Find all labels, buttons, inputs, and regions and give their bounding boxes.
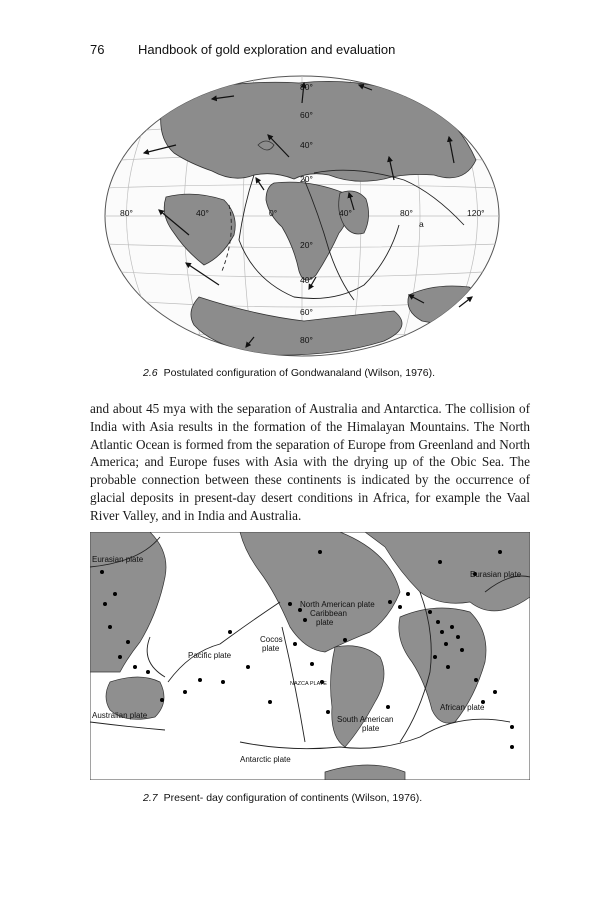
lat-label: 80° bbox=[300, 82, 313, 92]
running-head bbox=[90, 42, 530, 57]
lon-label: 80° bbox=[120, 208, 133, 218]
figure-caption bbox=[143, 792, 422, 804]
gondwanaland-map bbox=[104, 75, 500, 357]
lat-label: 40° bbox=[300, 275, 313, 285]
south-american-plate-label: South American bbox=[337, 715, 394, 724]
figure-caption bbox=[143, 367, 435, 379]
lat-label: 80° bbox=[300, 335, 313, 345]
book-title: Handbook of gold exploration and evaluation bbox=[138, 42, 396, 57]
page-number: 76 bbox=[90, 42, 105, 57]
lon-label: 120° bbox=[467, 208, 485, 218]
caribbean-plate-label: plate bbox=[316, 618, 334, 627]
nazca-plate-label: NAZCA PLATE bbox=[290, 681, 327, 687]
figure-number: 2.6 bbox=[143, 367, 158, 379]
lon-label: 40° bbox=[196, 208, 209, 218]
australian-plate-label: Australian plate bbox=[92, 711, 148, 720]
cocos-plate-label: Cocos bbox=[260, 635, 283, 644]
antarctic-plate-label: Antarctic plate bbox=[240, 755, 291, 764]
lon-label: 40° bbox=[339, 208, 352, 218]
caribbean-plate-label: Caribbean bbox=[310, 609, 347, 618]
lat-label: 60° bbox=[300, 110, 313, 120]
caption-text: Present- day configuration of continents (Wilson, 1976). bbox=[163, 792, 423, 804]
south-american-plate-label: plate bbox=[362, 724, 380, 733]
laurasia bbox=[161, 81, 476, 181]
eurasian-plate-label-east: Eurasian plate bbox=[470, 570, 522, 579]
african-plate-label: African plate bbox=[440, 703, 485, 712]
pacific-plate-label: Pacific plate bbox=[188, 651, 232, 660]
lat-label: 0° bbox=[269, 208, 278, 218]
eurasian-plate-label-west: Eurasian plate bbox=[92, 555, 144, 564]
caption-text: Postulated configuration of Gondwanaland (Wilson, 1976). bbox=[163, 367, 436, 379]
lat-label: 60° bbox=[300, 307, 313, 317]
lon-label: 80° bbox=[400, 208, 413, 218]
lat-label: 40° bbox=[300, 140, 313, 150]
north-american-plate-label: North American plate bbox=[300, 600, 375, 609]
cocos-plate-label: plate bbox=[262, 644, 280, 653]
lat-label: 20° bbox=[300, 174, 313, 184]
present-day-plates-map bbox=[90, 532, 530, 780]
map-letter: a bbox=[419, 219, 424, 229]
figure-number: 2.7 bbox=[143, 792, 158, 804]
lat-label: 20° bbox=[300, 240, 313, 250]
body-paragraph: and about 45 mya with the separation of Australia and Antarctica. The collision of India with Asia results in the formation of the Himalayan Mountains. The North Atlantic Ocean is formed from the separation of Europe from Greenland and North America; and Europe fuses with Asia with the drying up of the Obic Sea. The probable connection between these continents is indicated by the occurrence of glacial deposits in present-day desert conditions in Africa, for example the Vaal River Valley, and in India and Australia. bbox=[90, 401, 530, 523]
